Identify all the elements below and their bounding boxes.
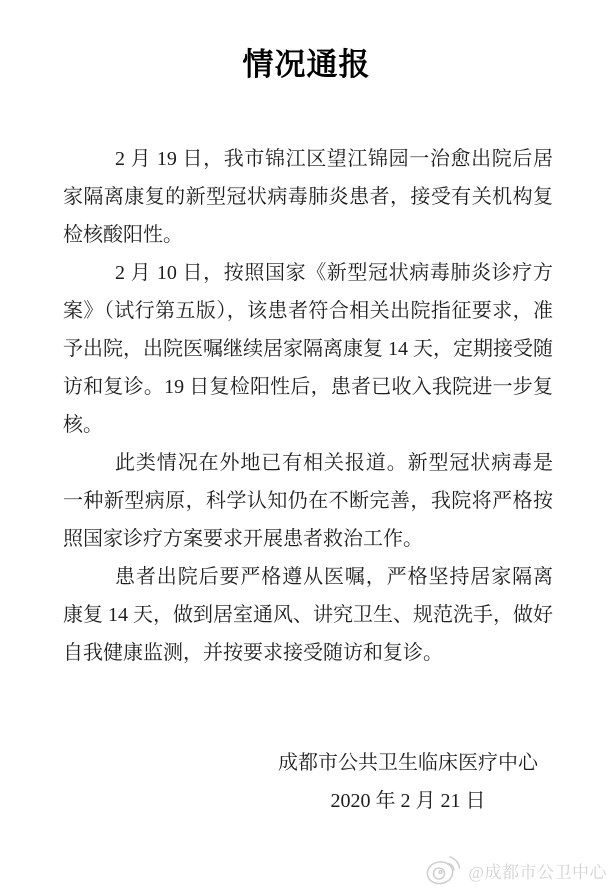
paragraph-2: 2 月 10 日，按照国家《新型冠状病毒肺炎诊疗方案》（试行第五版），该患者符合相关出院指征要求，准予出院，出院医嘱继续居家隔离康复 14 天，定期接受随访和复诊。19 日复检阳性后，患者已收入我院进一步复核。 xyxy=(63,262,553,436)
paragraph-4: 患者出院后要严格遵从医嘱，严格坚持居家隔离康复 14 天，做到居室通风、讲究卫生、规范洗手，做好自我健康监测，并按要求接受随访和复诊。 xyxy=(63,566,553,664)
signature-organization: 成都市公共卫生临床医疗中心 xyxy=(278,752,538,774)
paragraph-3: 此类情况在外地已有相关报道。新型冠状病毒是一种新型病原，科学认知仍在不断完善，我院将严格按照国家诊疗方案要求开展患者救治工作。 xyxy=(63,452,553,550)
watermark xyxy=(424,853,607,888)
document-body xyxy=(63,140,553,672)
signature-block xyxy=(268,744,548,820)
document-page xyxy=(0,46,613,891)
watermark-text: @成都市公卫中心 xyxy=(468,863,607,882)
paragraph-1: 2 月 19 日，我市锦江区望江锦园一治愈出院后居家隔离康复的新型冠状病毒肺炎患者，接受有关机构复检核酸阳性。 xyxy=(63,148,553,246)
document-title: 情况通报 xyxy=(242,47,371,82)
signature-date: 2020 年 2 月 21 日 xyxy=(330,790,486,812)
weibo-icon xyxy=(424,853,461,888)
